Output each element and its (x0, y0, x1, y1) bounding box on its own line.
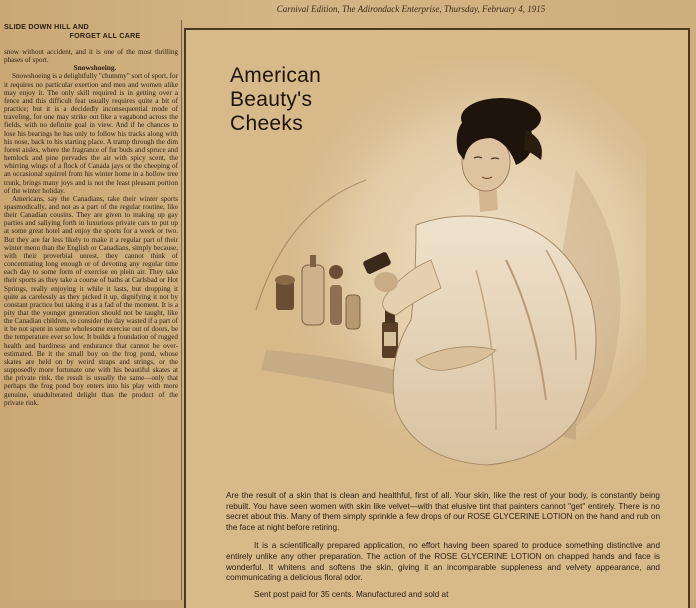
ad-copy (226, 491, 660, 606)
ad-headline-line1: American (230, 64, 322, 87)
page-masthead: Carnival Edition, The Adirondack Enterprise, Thursday, February 4, 1915 (276, 4, 546, 14)
ad-headline-line2: Beauty's (230, 88, 313, 111)
article-headline-line1: SLIDE DOWN HILL AND (4, 22, 89, 31)
article-paragraph: Snowshoeing is a delightfully "chummy" sort of sport, for it requires no particular exertion and men and women alike may enjoy it. The only skill required is in getting over a fence and this difficult feat usually requires quite a bit of practice; but it is a decidedly inconsequential mode of traveling, for one may strike out like a vagabond across the fields, with no definite goal in view. And if he chances to lose his bearings he has only to follow his tracks along with his nose, back to his starting place. A tramp through the dim forest aisles, where the fragrance of fur buds and spruce and hemlock and pine pervades the air with spicy scent, the whirring wings of a flock of Canada jays or the cheeping of an occasional squirrel from his winter home in a hollow tree trunk, brings many joys and is not the least pleasant portion of the winter holiday. (4, 72, 178, 195)
article-subhead: Snowshoeing. (73, 63, 117, 73)
article-column (4, 22, 178, 600)
column-divider (181, 20, 182, 600)
ad-paragraph: Sent post paid for 35 cents. Manufactured and sold at (254, 589, 449, 599)
ad-paragraph: Are the result of a skin that is clean and healthful, first of all. Your skin, like the rest of your body, is constantly being rebuilt. You have seen women with skin like velvet—with that elusive tint that painters cannot "get" entirely. There is no secret about this. Many of them simply sprinkle a few drops of our ROSE GLYCERINE LOTION on the hand and rub on the face at night before retiring. (226, 491, 660, 532)
ad-paragraph: It is a scientifically prepared application, no effort having been spared to produce something distinctive and entirely unlike any other preparation. The action of the ROSE GLYCERINE LOTION on chapped hands and face is wonderful. It whitens and softens the skin, giving it an incomparable suppleness and velvety appearance, and communicating a delicious floral odor. (226, 541, 660, 583)
article-paragraph: snow without accident, and it is one of the most thrilling phases of sport. (4, 48, 178, 65)
article-paragraph: Americans, say the Canadians, take their winter sports spasmodically, and not as a part of the regular routine, like their Canadian cousins. They are given to making up gay parties and sallying forth in luxurious private cars to put up at some great hotel and enjoy the sports for a week or two. But they are far less likely to make it a regular part of their winter menu than the English or Canadians, simply because, with their proverbial unrest, they cannot think of concentrating long enough or of devoting any regular time each day to some form of exercise en plein air. They take their sports as they take a course of baths at Carlsbad or Hot Springs, really enjoying it while it lasts, but dropping it quite as carelessly as they picked it up, dignifying it not by constant practice but taking it as a fad of the moment. It is a pity that the younger generation should not be taught, like the Canadian children, to consider the day wasted if a part of it be not spent in some wholesome exercise out of doors, be the temperature ever so low. It builds a foundation of rugged health and hardiness and endurance that cannot be over-estimated. Be it the small boy on the frog pond, whose skates are held on by weird straps and strings, or the supposedly more fortunate one with his beautiful skates at the private rink, the result is usually the same—only that perhaps the frog pond boy enters into his play with more genuine, unadulterated delight than the product of the private rink. (4, 194, 178, 407)
ad-headline (230, 64, 410, 136)
article-headline-line2: FORGET ALL CARE (69, 31, 141, 40)
advertisement (184, 28, 690, 608)
ad-headline-line3: Cheeks (230, 112, 304, 135)
article-headline (4, 22, 178, 40)
